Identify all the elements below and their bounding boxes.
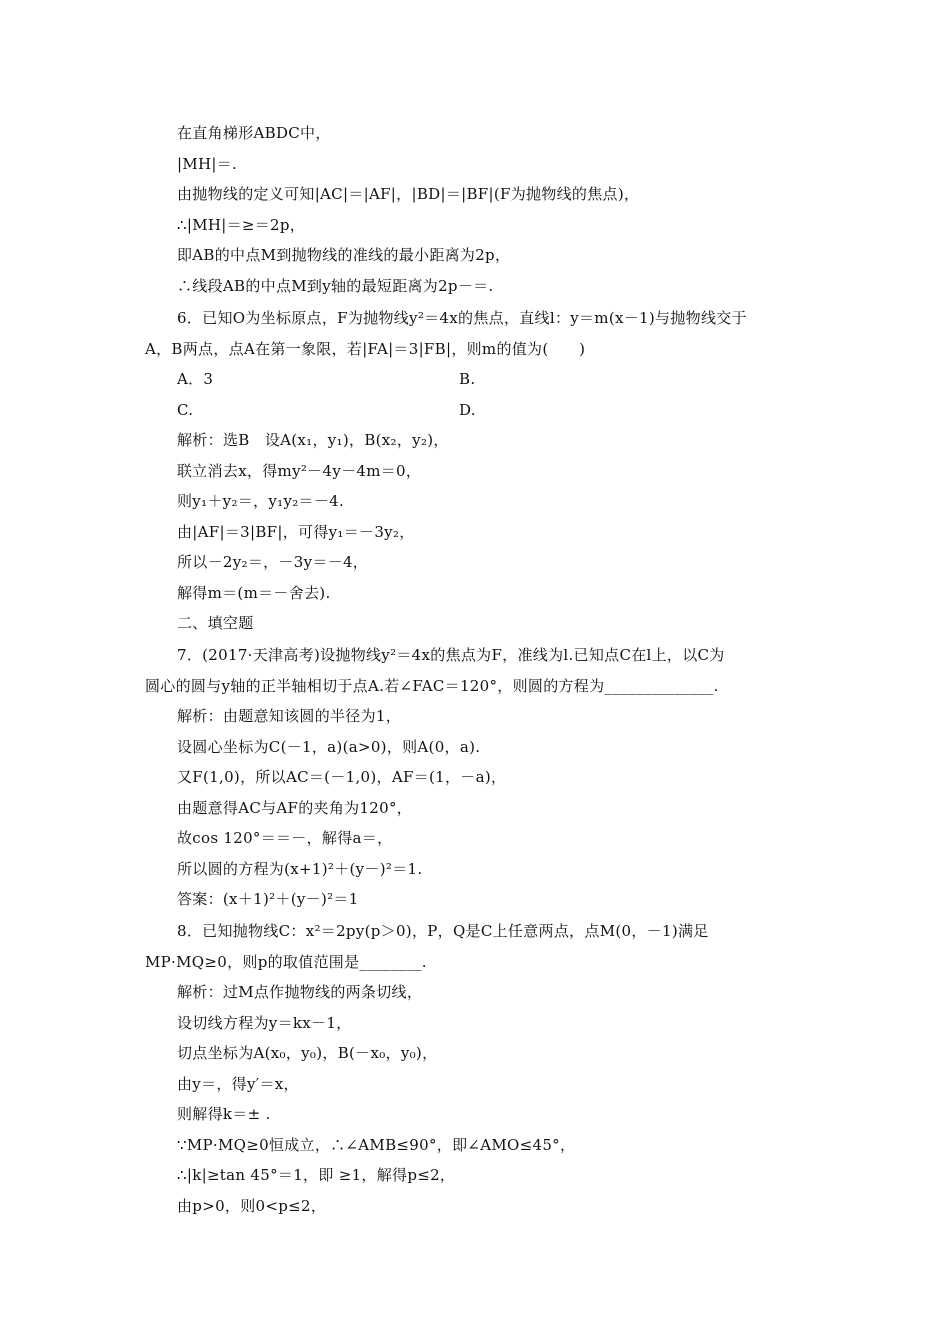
- option-b: B.: [459, 370, 476, 388]
- text-line: 解得m＝(m＝－舍去).: [177, 584, 331, 602]
- text-line: 联立消去x，得my²－4y－4m＝0，: [177, 462, 422, 480]
- text-line: 即AB的中点M到抛物线的准线的最小距离为2p，: [177, 246, 511, 264]
- text-line: 则解得k＝± .: [177, 1105, 271, 1123]
- text-line: 由题意得AC与AF的夹角为120°，: [177, 799, 413, 817]
- text-line: ∴|MH|＝≥＝2p，: [177, 216, 306, 234]
- question-7-line1: 7．(2017·天津高考)设抛物线y²＝4x的焦点为F，准线为l.已知点C在l上，以C为: [177, 646, 725, 664]
- text-line: 在直角梯形ABDC中，: [177, 124, 331, 142]
- question-8-line1: 8．已知抛物线C：x²＝2py(p＞0)，P，Q是C上任意两点，点M(0，－1)满足: [177, 922, 709, 940]
- text-line: 设圆心坐标为C(－1，a)(a>0)，则A(0，a).: [177, 738, 481, 756]
- option-c: C.: [177, 401, 194, 419]
- option-d: D.: [459, 401, 476, 419]
- section-heading: 二、填空题: [177, 614, 254, 632]
- text-line: ∴线段AB的中点M到y轴的最短距离为2p－＝.: [177, 277, 494, 295]
- text-line: 切点坐标为A(x₀，y₀)，B(－x₀，y₀)，: [177, 1044, 438, 1062]
- text-line: 则y₁＋y₂＝，y₁y₂＝－4.: [177, 492, 345, 510]
- text-line: 设切线方程为y＝kx－1，: [177, 1014, 352, 1032]
- text-line: 又F(1,0)，所以AC＝(－1,0)，AF＝(1，－a)，: [177, 768, 507, 786]
- text-line: 故cos 120°＝＝－，解得a＝，: [177, 829, 393, 847]
- text-line: |MH|＝.: [177, 155, 238, 173]
- option-a: A．3: [177, 370, 214, 388]
- text-line: 由|AF|＝3|BF|，可得y₁＝－3y₂，: [177, 523, 415, 541]
- question-6-line1: 6．已知O为坐标原点，F为抛物线y²＝4x的焦点，直线l：y＝m(x－1)与抛物线交于: [177, 309, 747, 327]
- question-7-line2: 圆心的圆与y轴的正半轴相切于点A.若∠FAC＝120°，则圆的方程为______________.: [145, 677, 719, 695]
- text-line: 解析：过M点作抛物线的两条切线，: [177, 983, 423, 1001]
- text-line: 所以圆的方程为(x+1)²＋(y－)²＝1.: [177, 860, 423, 878]
- text-line: 由y＝，得y′＝x，: [177, 1075, 299, 1093]
- text-line: 所以－2y₂＝，－3y＝－4，: [177, 553, 369, 571]
- question-6-line2: A，B两点，点A在第一象限，若|FA|＝3|FB|，则m的值为( ): [145, 340, 586, 358]
- question-8-line2: MP·MQ≥0，则p的取值范围是________.: [145, 953, 427, 971]
- text-line: 由抛物线的定义可知|AC|＝|AF|，|BD|＝|BF|(F为抛物线的焦点)，: [177, 185, 640, 203]
- text-line: 解析：由题意知该圆的半径为1，: [177, 707, 402, 725]
- text-line: 由p>0，则0<p≤2，: [177, 1197, 327, 1215]
- text-line: 解析：选B 设A(x₁，y₁)，B(x₂，y₂)，: [177, 431, 449, 449]
- text-line: ∴|k|≥tan 45°＝1，即 ≥1，解得p≤2，: [177, 1166, 456, 1184]
- answer-line: 答案：(x＋1)²＋(y－)²＝1: [177, 890, 359, 908]
- text-line: ∵MP·MQ≥0恒成立，∴∠AMB≤90°，即∠AMO≤45°，: [177, 1136, 576, 1154]
